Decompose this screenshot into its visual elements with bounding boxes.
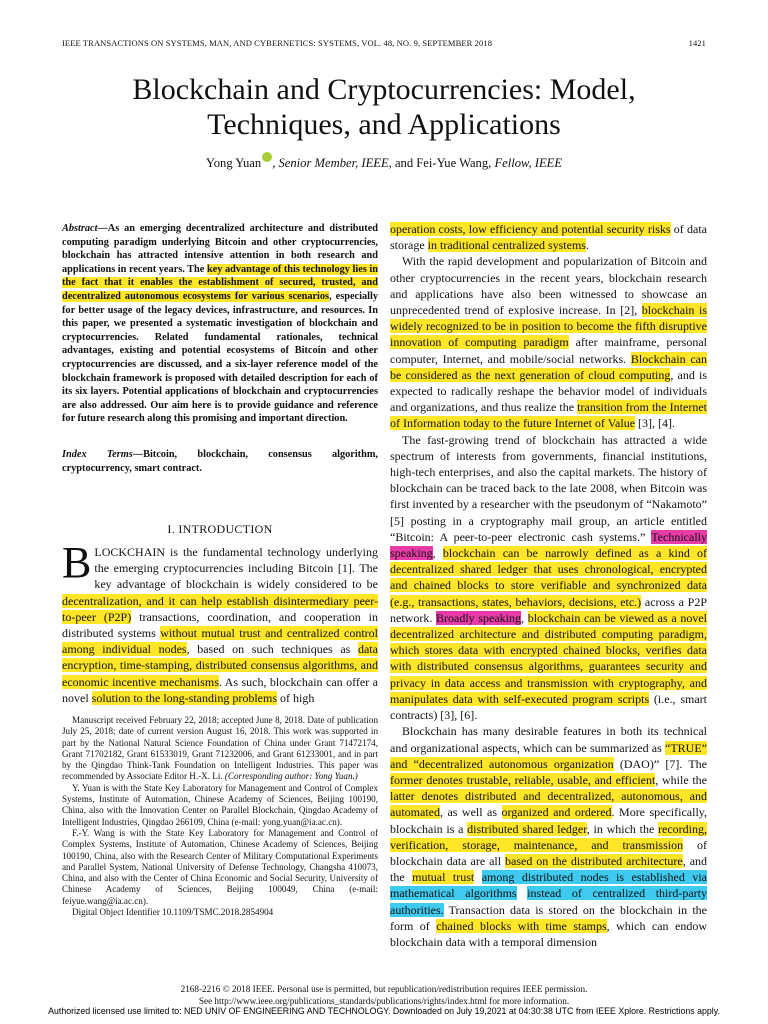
body-text: [3], [4]. [635, 416, 676, 431]
index-terms-lead: Index Terms [62, 449, 133, 460]
introduction-text [62, 538, 378, 706]
highlight: blockchain can be narrowly defined as a kind of decentralized shared ledger that uses chronological, encrypted and chained blocks to store verifiable and synchronized data (e.g., transactions, states, behaviors, decisions, etc.) [390, 546, 708, 609]
author-conjunction: and Fei-Yue Wang, [391, 156, 495, 171]
body-text: of blockchain data are all [390, 837, 708, 868]
highlight-cyan: among distributed nodes is established via mathematical algorithms [390, 870, 707, 901]
highlight: transition from the Internet of Information today to the future Internet of Value [390, 400, 707, 431]
body-text: , which can endow blockchain data with a temporal dimension [390, 918, 707, 949]
body-text: , based on such techniques as [186, 642, 358, 657]
drop-cap: B [62, 538, 92, 587]
orcid-icon[interactable] [262, 152, 272, 162]
highlight: blockchain is widely recognized to be in position to become the fifth disruptive innovation of computing paradigm [390, 303, 707, 350]
footnote-manuscript [62, 715, 378, 783]
author-2-role: Fellow, IEEE [494, 156, 563, 171]
body-text: , and is expected to radically reshape the behavior model of individuals and organizations, and thus realize the [390, 367, 707, 415]
body-text: , as well as [439, 805, 502, 820]
body-text: , [521, 610, 528, 625]
highlight: based on the distributed architecture [505, 853, 683, 868]
highlight: former denotes trustable, reliable, usable, and efficient [390, 772, 656, 787]
footnotes [62, 715, 378, 918]
body-text: (i.e., smart contracts) [3], [6]. [390, 691, 707, 723]
copyright-line-2: See http://www.ieee.org/publications_standards/publications/rights/index.html for more information. [198, 996, 570, 1006]
highlight: solution to the long-standing problems [91, 690, 277, 705]
paragraph [390, 432, 707, 724]
footnote-doi: Digital Object Identifier 10.1109/TSMC.2018.2854904 [72, 907, 274, 918]
highlight: mutual trust [412, 870, 475, 885]
highlight-cyan: instead of centralized third-party authorities. [390, 886, 708, 917]
highlight: latter denotes distributed and decentralized, autonomous, and automated [390, 789, 707, 820]
body-text: With the rapid development and popularization of Bitcoin and other cryptocurrencies in the recent years, blockchain research and applications have also been witnessed to showcase an unprecedented trend of explosive increase. In [2], [390, 254, 707, 318]
body-text: of data storage [390, 222, 707, 253]
copyright-line-1: 2168-2216 © 2018 IEEE. Personal use is permitted, but republication/redistribution requires IEEE permission. [180, 984, 588, 994]
highlight: decentralization, and it can help establish disintermediary peer-to-peer (P2P) [62, 593, 378, 624]
author-1-role: , Senior Member, IEEE, [272, 156, 392, 171]
body-text: , and the [390, 853, 708, 885]
highlight: operation costs, low efficiency and potential security risks [390, 222, 671, 236]
body-text: after mainframe, personal computer, Internet, and mobile/social networks. [390, 335, 708, 366]
author-1: Yong Yuan [205, 156, 262, 171]
footnote-author-1: Y. Yuan is with the State Key Laboratory for Management and Control of Complex Systems, Institute of Automation, Chinese Academy of Sciences, Beijing 100190, China, also with the Innovation Center on Parallel Blockchain, Qingdao Academy of Intelligent Industries, Qingdao 266109, China (e-mail: yong.yuan@ia.ac.cn). [62, 782, 378, 827]
highlight: organized and ordered [501, 805, 612, 820]
highlight-magenta: Broadly speaking [436, 610, 521, 625]
highlight: recording, verification, storage, maintenance, and transmission [390, 821, 707, 852]
body-text: , while the [655, 772, 707, 787]
body-text: transactions, coordination, and cooperation in distributed systems [62, 609, 378, 641]
highlight: key advantage of this technology lies in the fact that it enables the establishment of secured, trusted, and decentralized autonomous ecosystems for various scenarios [62, 263, 378, 302]
section-heading: I. INTRODUCTION [167, 522, 273, 536]
license-notice: Authorized licensed use limited to: NED UNIV OF ENGINEERING AND TECHNOLOGY. Downloaded on July 19,2021 at 04:30:38 UTC from IEEE Xplore. Restrictions apply. [48, 1006, 720, 1016]
body-text: . More specifically, blockchain is a [390, 805, 708, 836]
body-text: Blockchain has many desirable features in both its technical and organizational aspects, which can be summarized as [390, 724, 707, 755]
corresponding-author: (Corresponding author: Yong Yuan.) [222, 771, 358, 782]
body-text [517, 886, 528, 900]
author-line [0, 152, 768, 171]
title-line-1: Blockchain and Cryptocurrencies: Model, [132, 73, 636, 106]
body-text: Transaction data is stored on the blockchain in the form of [390, 902, 707, 933]
paragraph [390, 253, 707, 431]
body-text: , [432, 546, 443, 561]
body-text: . [585, 238, 589, 253]
body-text: , in which the [586, 821, 659, 836]
paragraph [390, 723, 707, 950]
copyright-notice [0, 983, 768, 1007]
footnote-text: Manuscript received February 22, 2018; accepted June 8, 2018. Date of publication July 25, 2018; date of current version August 16, 2018. This work was supported in part by the National Natural Science Foundation of China under Grant 71472174, Grant 71702182, Grant 61533019, Grant 71232006, and Grant 61233001, and in part by the Qingdao Think-Tank Foundation on Intelligent Industries. This paper was recommended by Associate Editor H.-X. Li. [62, 715, 378, 782]
highlight: distributed shared ledger [467, 821, 587, 836]
page-number: 1421 [688, 38, 706, 48]
abstract-text: , especially for better usage of the legacy devices, infrastructure, and resources. In this paper, we presented a systematic investigation of blockchain and cryptocurrencies. Related fundamental rationales, technical advantages, existing and potential ecosystems of Bitcoin and other cryptocurrencies are discussed, and a six-layer reference model of the blockchain framework is proposed with detailed description for each of its six layers. Potential applications of blockchain and cryptocurrencies are also addressed. Our aim here is to provide guidance and reference for future research along this promising and important direction. [62, 290, 378, 425]
body-text: LOCKCHAIN is the fundamental technology underlying the emerging cryptocurrencies including Bitcoin [1]. The key advantage of blockchain is widely considered to be [94, 545, 378, 592]
abstract-lead: Abstract [62, 223, 98, 234]
abstract-text: —As an emerging decentralized architecture and distributed computing paradigm underlying Bitcoin and other cryptocurrencies, blockchain has attracted intensive attention in both research and applications in recent years. The [62, 223, 378, 275]
highlight: in traditional centralized systems [427, 238, 586, 253]
body-text: (DAO)” [7]. The [613, 756, 707, 771]
highlight: Blockchain can be considered as the next generation of cloud computing [390, 351, 707, 382]
index-terms [62, 448, 378, 475]
paragraph [390, 221, 707, 253]
running-header: IEEE TRANSACTIONS ON SYSTEMS, MAN, AND CYBERNETICS: SYSTEMS, VOL. 48, NO. 9, SEPTEMBER 2018 [62, 38, 493, 48]
body-text: The fast-growing trend of blockchain has attracted a wide spectrum of interests from governments, financial institutions, high-tech enterprises, and also the capital markets. The history of blockchain can be traced back to the late 2008, when Bitcoin was first invented by a researcher with the pseudonym of “Nakamoto” [5] posting in a cryptography mail group, an article entitled “Bitcoin: A peer-to-peer electronic cash systems.” [390, 432, 707, 544]
title-line-2: Techniques, and Applications [207, 108, 561, 141]
body-text: of high [277, 690, 315, 705]
highlight: blockchain can be viewed as a novel decentralized architecture and distributed computing paradigm, which stores data with encrypted chained blocks, verifies data with distributed consensus algorithms, guarantees security and privacy in data access and transmission with cryptography, and manipulates data with self-executed program scripts [390, 610, 707, 706]
highlight-magenta: Technically speaking [390, 529, 707, 561]
body-text [474, 870, 481, 884]
abstract [62, 222, 378, 426]
right-column [390, 221, 707, 950]
highlight: without mutual trust and centralized control among individual nodes [62, 626, 378, 657]
highlight: data encryption, time-stamping, distributed consensus algorithms, and economic incentive mechanisms [62, 642, 378, 689]
body-text: . As such, blockchain can offer a novel [62, 674, 378, 705]
footnote-author-2: F.-Y. Wang is with the State Key Laboratory for Management and Control of Complex Systems, Institute of Automation, Chinese Academy of Sciences, Beijing 100190, China, also with the Research Center of Military Computational Experiments and Parallel System, National University of Defense Technology, Changsha 410073, China, and also with the Center of China Economic and Social Security, University of Chinese Academy of Sciences, Beijing 100049, China (e-mail: feiyue.wang@ia.ac.cn). [62, 827, 378, 906]
index-terms-text: —Bitcoin, blockchain, consensus algorithm, cryptocurrency, smart contract. [62, 449, 378, 474]
highlight: “TRUE” and “decentralized autonomous organization [390, 740, 707, 771]
body-text: across a P2P network. [390, 594, 707, 625]
highlight: chained blocks with time stamps [436, 918, 607, 933]
paper-title [0, 72, 768, 142]
